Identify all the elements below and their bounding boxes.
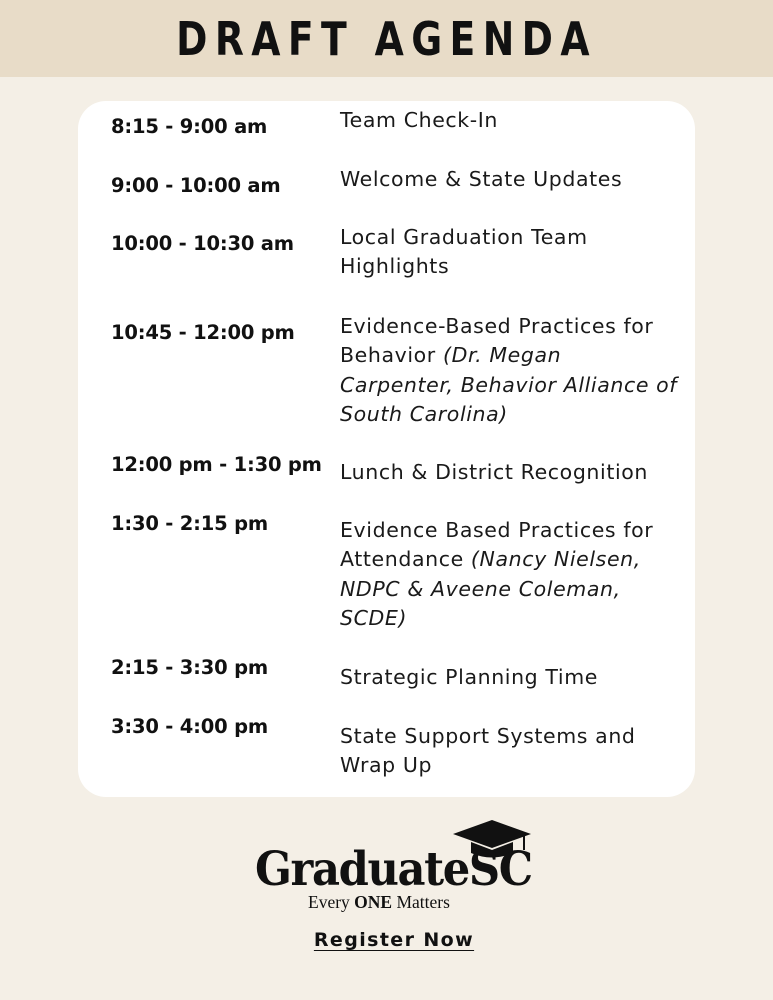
agenda-time: 10:45 - 12:00 pm (111, 321, 295, 344)
agenda-item-title: Lunch & District Recognition (340, 460, 648, 484)
agenda-item (340, 516, 680, 634)
logo-tagline-end: Matters (392, 892, 450, 912)
agenda-time: 8:15 - 9:00 am (111, 115, 268, 138)
agenda-item (340, 106, 680, 135)
logo-tagline (308, 892, 450, 913)
agenda-item (340, 312, 680, 430)
page-title: DRAFT AGENDA (176, 11, 597, 66)
agenda-item (340, 223, 680, 282)
header-banner (0, 0, 773, 77)
agenda-item (340, 663, 680, 692)
agenda-item-title: Strategic Planning Time (340, 665, 598, 689)
agenda-card (78, 101, 695, 797)
agenda-time: 9:00 - 10:00 am (111, 174, 281, 197)
agenda-item-title: Evidence-Based Practices for Behavior (340, 314, 654, 368)
agenda-time: 10:00 - 10:30 am (111, 232, 294, 255)
agenda-item-speaker: (Nancy Nielsen, NDPC & Aveene Coleman, SCDE) (340, 547, 641, 631)
agenda-item-title: Local Graduation Team Highlights (340, 225, 588, 279)
agenda-time: 12:00 pm - 1:30 pm (111, 453, 322, 476)
logo-wordmark: GraduateSC (255, 842, 532, 897)
agenda-item-title: Welcome & State Updates (340, 167, 623, 191)
agenda-time: 3:30 - 4:00 pm (111, 715, 268, 738)
logo-tagline-start: Every (308, 892, 355, 912)
agenda-item (340, 165, 680, 194)
register-now-link[interactable]: Register Now (313, 929, 475, 951)
agenda-item-title: Evidence Based Practices for Attendance (340, 518, 654, 572)
logo-tagline-emphasis: ONE (354, 892, 393, 912)
agenda-item (340, 458, 680, 487)
agenda-item-title: State Support Systems and Wrap Up (340, 724, 636, 778)
agenda-item (340, 722, 680, 781)
agenda-item-speaker: (Dr. Megan Carpenter, Behavior Alliance of South Carolina) (340, 343, 678, 427)
agenda-time: 1:30 - 2:15 pm (111, 512, 268, 535)
agenda-time: 2:15 - 3:30 pm (111, 656, 268, 679)
graduatesc-logo (250, 818, 540, 913)
agenda-item-title: Team Check-In (340, 108, 498, 132)
